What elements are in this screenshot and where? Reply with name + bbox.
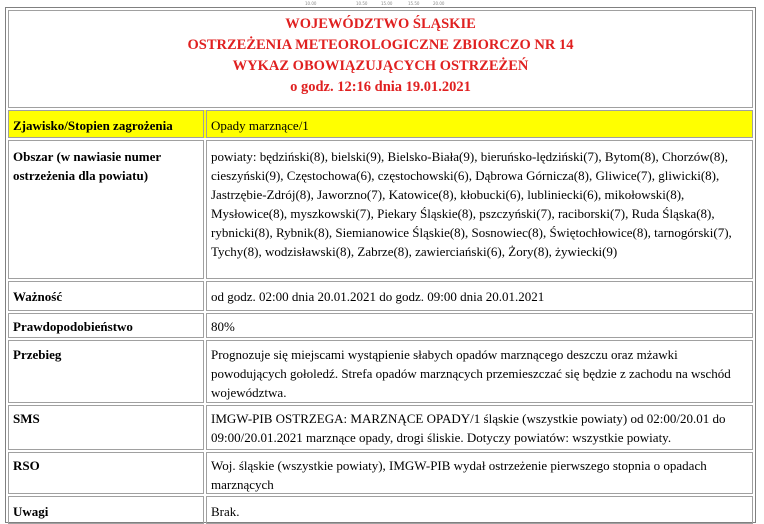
row-label: Prawdopodobieństwo [8,313,204,338]
warnings-table [5,7,756,523]
ruler-tick-label: 10.50 [356,1,368,6]
top-ruler [0,0,764,7]
row-label: Przebieg [8,340,204,403]
row-value: Woj. śląskie (wszystkie powiaty), IMGW-PIB wydał ostrzeżenie pierwszego stopnia o opadach marznących [206,452,753,494]
row-value: Brak. [206,496,753,524]
row-value: Opady marznące/1 [206,110,753,138]
table-row-course [8,340,753,403]
table-header [8,10,753,108]
ruler-tick-label: 10.00 [305,1,317,6]
table-row-sms [8,405,753,450]
row-value: Prognozuje się miejscami wystąpienie słabych opadów marznącego deszczu oraz mżawki powodujących gołoledź. Strefa opadów marznących przemieszczać się będzie z zachodu na wschód województwa. [206,340,753,403]
table-row-probability [8,313,753,338]
ruler-tick-label: 15.00 [381,1,393,6]
ruler-tick-label: 15.50 [408,1,420,6]
row-value: 80% [206,313,753,338]
bulletin-title: OSTRZEŻENIA METEOROLOGICZNE ZBIORCZO NR 14 [187,37,574,53]
table-row-area [8,140,753,279]
row-label: Zjawisko/Stopien zagrożenia [8,110,204,138]
table-row-phenomenon [8,110,753,138]
list-title: WYKAZ OBOWIĄZUJĄCYCH OSTRZEŻEŃ [232,58,529,74]
row-value: powiaty: będziński(8), bielski(9), Bielsko-Biała(9), bieruńsko-lędziński(7), Bytom(8), Chorzów(8), cieszyński(9), Częstochowa(6), częstochowski(6), Dąbrowa Górnicza(8), Gliwice(7), gliwicki(8), Jastrzębie-Zdrój(8), Jaworzno(7), Katowice(8), kłobucki(6), lubliniecki(6), mikołowski(8), Mysłowice(8), myszkowski(7), Piekary Śląskie(8), pszczyński(7), raciborski(7), Ruda Śląska(8), rybnicki(8), Rybnik(8), Siemianowice Śląskie(8), Sosnowiec(8), Świętochłowice(8), tarnogórski(7), Tychy(8), wodzisławski(8), Zabrze(8), zawierciański(6), Żory(8), żywiecki(9) [206,140,753,279]
table-row-rso [8,452,753,494]
table-row-validity [8,281,753,311]
issue-time: o godz. 12:16 dnia 19.01.2021 [290,79,471,95]
row-label: Obszar (w nawiasie numer ostrzeżenia dla powiatu) [8,140,204,279]
row-label: SMS [8,405,204,450]
row-value: od godz. 02:00 dnia 20.01.2021 do godz. 09:00 dnia 20.01.2021 [206,281,753,311]
row-label: RSO [8,452,204,494]
table-row-remarks [8,496,753,524]
row-value: IMGW-PIB OSTRZEGA: MARZNĄCE OPADY/1 śląskie (wszystkie powiaty) od 02:00/20.01 do 09:00/20.01.2021 marznące opady, drogi śliskie. Dotyczy powiatów: wszystkie powiaty. [206,405,753,450]
row-label: Ważność [8,281,204,311]
region-title: WOJEWÓDZTWO ŚLĄSKIE [285,16,476,32]
row-label: Uwagi [8,496,204,524]
ruler-tick-label: 20.00 [433,1,445,6]
